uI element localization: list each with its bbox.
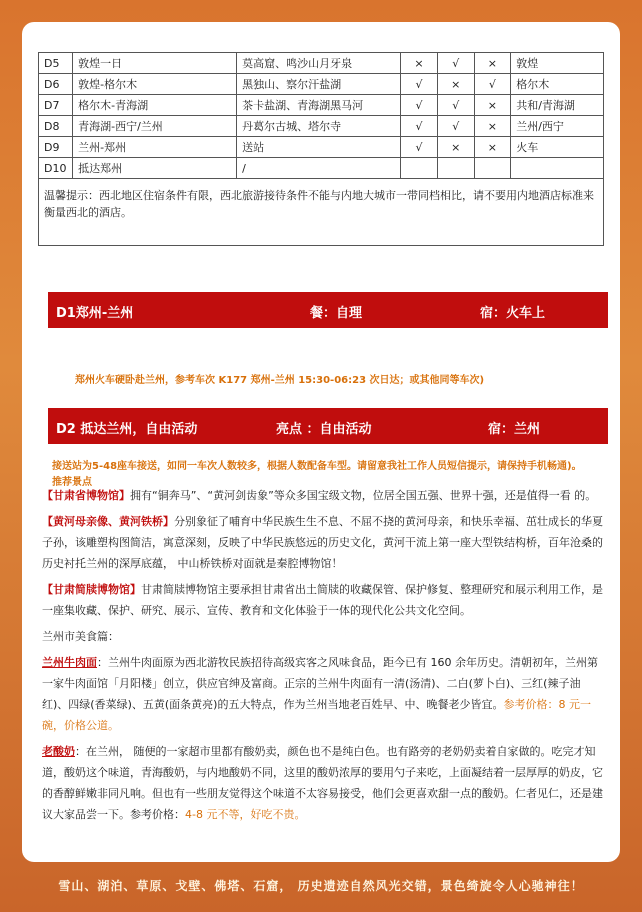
sights-cell: 莫高窟、鸣沙山月牙泉 <box>237 53 401 74</box>
d2-stay: 宿：兰州 <box>488 422 541 437</box>
sights-cell: 茶卡盐湖、青海湖黑马河 <box>237 95 401 116</box>
route-cell: 青海湖-西宁/兰州 <box>73 116 237 137</box>
food-beef-noodles: 兰州牛肉面：兰州牛肉面原为西北游牧民族招待高级宾客之风味食品，距今已有 160 余年历史。清朝初年，兰州第一家牛肉面馆「月阳楼」创立，供应官绅及富商。正宗的兰州牛肉面有一清(汤清)、二白(萝卜白)、三红(辣子油红)、四绿(香菜绿)、五黄(面条黄亮)的五大特点，作为兰州当地老百姓早、中、晚餐老少皆宜。参考价格：8 元一碗，价格公道。 <box>42 656 598 732</box>
d2-title: D2 抵达兰州，自由活动 <box>56 422 198 437</box>
mark-cell-1: √ <box>401 116 438 137</box>
d1-train-note: 郑州火车硬卧赴兰州，参考车次 K177 郑州-兰州 15:30-06:23 次日达；或其他同等车次) <box>75 375 485 386</box>
stay-cell: 敦煌 <box>511 53 604 74</box>
mark-cell-3: × <box>474 95 511 116</box>
mark-cell-3 <box>474 158 511 179</box>
day-cell: D6 <box>39 74 73 95</box>
itinerary-row <box>39 137 604 158</box>
food-title: 兰州市美食篇： <box>42 630 119 643</box>
route-cell: 兰州-郑州 <box>73 137 237 158</box>
itinerary-page <box>22 22 620 862</box>
travel-note: 温馨提示：西北地区住宿条件有限，西北旅游接待条件不能与内地大城市一带同档相比，请不要用内地酒店标准来衡量西北的酒店。 <box>39 179 604 246</box>
footer-slogan: 雪山、湖泊、草原、戈壁、佛塔、石窟， 历史遗迹自然风光交错，景色绮旋令人心驰神往！ <box>58 879 584 893</box>
mark-cell-2: √ <box>437 53 474 74</box>
d2-content <box>42 485 604 825</box>
itinerary-row <box>39 95 604 116</box>
route-cell: 敦煌-格尔木 <box>73 74 237 95</box>
mark-cell-2 <box>437 158 474 179</box>
stay-cell <box>511 158 604 179</box>
mark-cell-1: √ <box>401 137 438 158</box>
mark-cell-1 <box>401 158 438 179</box>
d1-header-bar <box>48 292 608 328</box>
stay-cell: 格尔木 <box>511 74 604 95</box>
sights-cell: 送站 <box>237 137 401 158</box>
sight-bamboo-slip-museum: 【甘肃简牍博物馆】甘肃简牍博物馆主要承担甘肃省出土简牍的收藏保管、保护修复、整理研究和展示利用工作，是一座集收藏、保护、研究、展示、宣传、教育和文化体验于一体的现代化公共文化空间。 <box>42 583 603 617</box>
day-cell: D5 <box>39 53 73 74</box>
route-cell: 敦煌一日 <box>73 53 237 74</box>
mark-cell-2: √ <box>437 116 474 137</box>
mark-cell-3: √ <box>474 74 511 95</box>
stay-cell: 兰州/西宁 <box>511 116 604 137</box>
d2-pickup-note: 接送站为5-48座车接送，如同一车次人数较多，根据人数配备车型。请留意我社工作人员短信提示，请保持手机畅通)。 <box>52 461 582 472</box>
d2-highlight: 亮点 ：自由活动 <box>276 422 372 437</box>
stay-cell: 共和/青海湖 <box>511 95 604 116</box>
note-row <box>39 179 604 246</box>
mark-cell-1: √ <box>401 95 438 116</box>
sight-yellow-river: 【黄河母亲像、黄河铁桥】分别象征了哺育中华民族生生不息、不屈不挠的黄河母亲，和快乐幸福、茁壮成长的华夏子孙，该雕塑构图简洁，寓意深刻，反映了中华民族悠远的历史文化，黄河干流上第一座大型铁结构桥，百年沧桑的历史衬托兰州的深厚底蕴， 中山桥铁桥对面就是秦腔博物馆！ <box>42 515 603 570</box>
day-cell: D8 <box>39 116 73 137</box>
d1-title: D1郑州-兰州 <box>56 306 134 321</box>
sights-cell: / <box>237 158 401 179</box>
mark-cell-3: × <box>474 137 511 158</box>
route-cell: 抵达郑州 <box>73 158 237 179</box>
stay-cell: 火车 <box>511 137 604 158</box>
itinerary-table <box>38 52 604 246</box>
route-cell: 格尔木-青海湖 <box>73 95 237 116</box>
mark-cell-1: × <box>401 53 438 74</box>
itinerary-row <box>39 116 604 137</box>
day-cell: D7 <box>39 95 73 116</box>
day-cell: D10 <box>39 158 73 179</box>
food-yogurt: 老酸奶：在兰州， 随便的一家超市里都有酸奶卖，颜色也不是纯白色。也有路旁的老奶奶卖着自家做的。吃完才知道，酸奶这个味道，青海酸奶，与内地酸奶不同，这里的酸奶浓厚的要用勺子来吃，上面凝结着一层厚厚的奶皮，它的香醇鲜嫩非同凡响。但也有一些朋友觉得这个味道不太容易接受，他们会更喜欢甜一点的酸奶。仁者见仁，还是建议大家品尝一下。参考价格：4-8 元不等，好吃不贵。 <box>42 745 603 821</box>
itinerary-row <box>39 53 604 74</box>
mark-cell-3: × <box>474 116 511 137</box>
itinerary-row <box>39 74 604 95</box>
mark-cell-1: √ <box>401 74 438 95</box>
d2-header-bar <box>48 408 608 444</box>
sight-provincial-museum: 【甘肃省博物馆】拥有“铜奔马”、“黄河剑齿象”等众多国宝级文物，位居全国五强、世界十强，还是值得一看 的。 <box>42 489 597 502</box>
d1-stay: 宿：火车上 <box>480 306 546 321</box>
d1-meal: 餐：自理 <box>310 306 363 321</box>
recommend-heading: 推荐景点 <box>52 477 92 488</box>
day-cell: D9 <box>39 137 73 158</box>
sights-cell: 丹葛尔古城、塔尔寺 <box>237 116 401 137</box>
mark-cell-2: × <box>437 74 474 95</box>
itinerary-row <box>39 158 604 179</box>
sights-cell: 黑独山、察尔汗盐湖 <box>237 74 401 95</box>
mark-cell-2: √ <box>437 95 474 116</box>
mark-cell-3: × <box>474 53 511 74</box>
mark-cell-2: × <box>437 137 474 158</box>
